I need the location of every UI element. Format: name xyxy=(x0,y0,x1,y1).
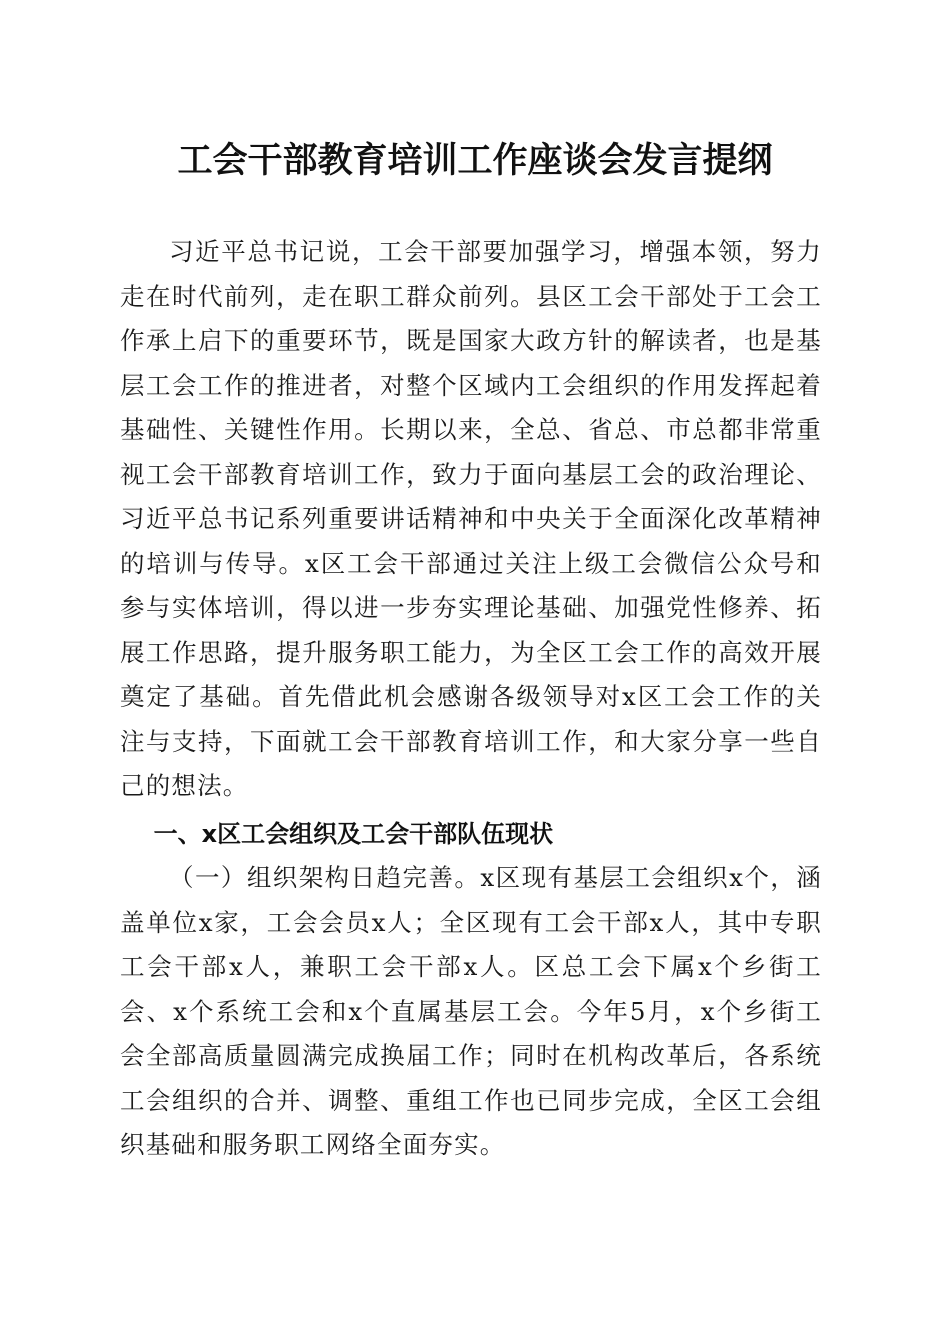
intro-paragraph: 习近平总书记说，工会干部要加强学习，增强本领，努力走在时代前列，走在职工群众前列。县区工会干部处于工会工作承上启下的重要环节，既是国家大政方针的解读者，也是基层工会工作的推进者，对整个区域内工会组织的作用发挥起着基础性、关键性作用。长期以来，全总、省总、市总都非常重视工会干部教育培训工作，致力于面向基层工会的政治理论、习近平总书记系列重要讲话精神和中央关于全面深化改革精神的培训与传导。x区工会干部通过关注上级工会微信公众号和参与实体培训，得以进一步夯实理论基础、加强党性修养、拓展工作思路，提升服务职工能力，为全区工会工作的高效开展奠定了基础。首先借此机会感谢各级领导对x区工会工作的关注与支持，下面就工会干部教育培训工作，和大家分享一些自己的想法。 xyxy=(120,237,822,800)
document-title: 工会干部教育培训工作座谈会发言提纲 xyxy=(177,140,773,181)
section-heading: 一、x区工会组织及工会干部队伍现状 xyxy=(153,820,554,848)
section-paragraph: （一）组织架构日趋完善。x区现有基层工会组织x个，涵盖单位x家，工会会员x人；全区现有工会干部x人，其中专职工会干部x人，兼职工会干部x人。区总工会下属x个乡街工会、x个系统工会和x个直属基层工会。今年5月，x个乡街工会全部高质量圆满完成换届工作；同时在机构改革后，各系统工会组织的合并、调整、重组工作也已同步完成，全区工会组织基础和服务职工网络全面夯实。 xyxy=(120,863,822,1159)
